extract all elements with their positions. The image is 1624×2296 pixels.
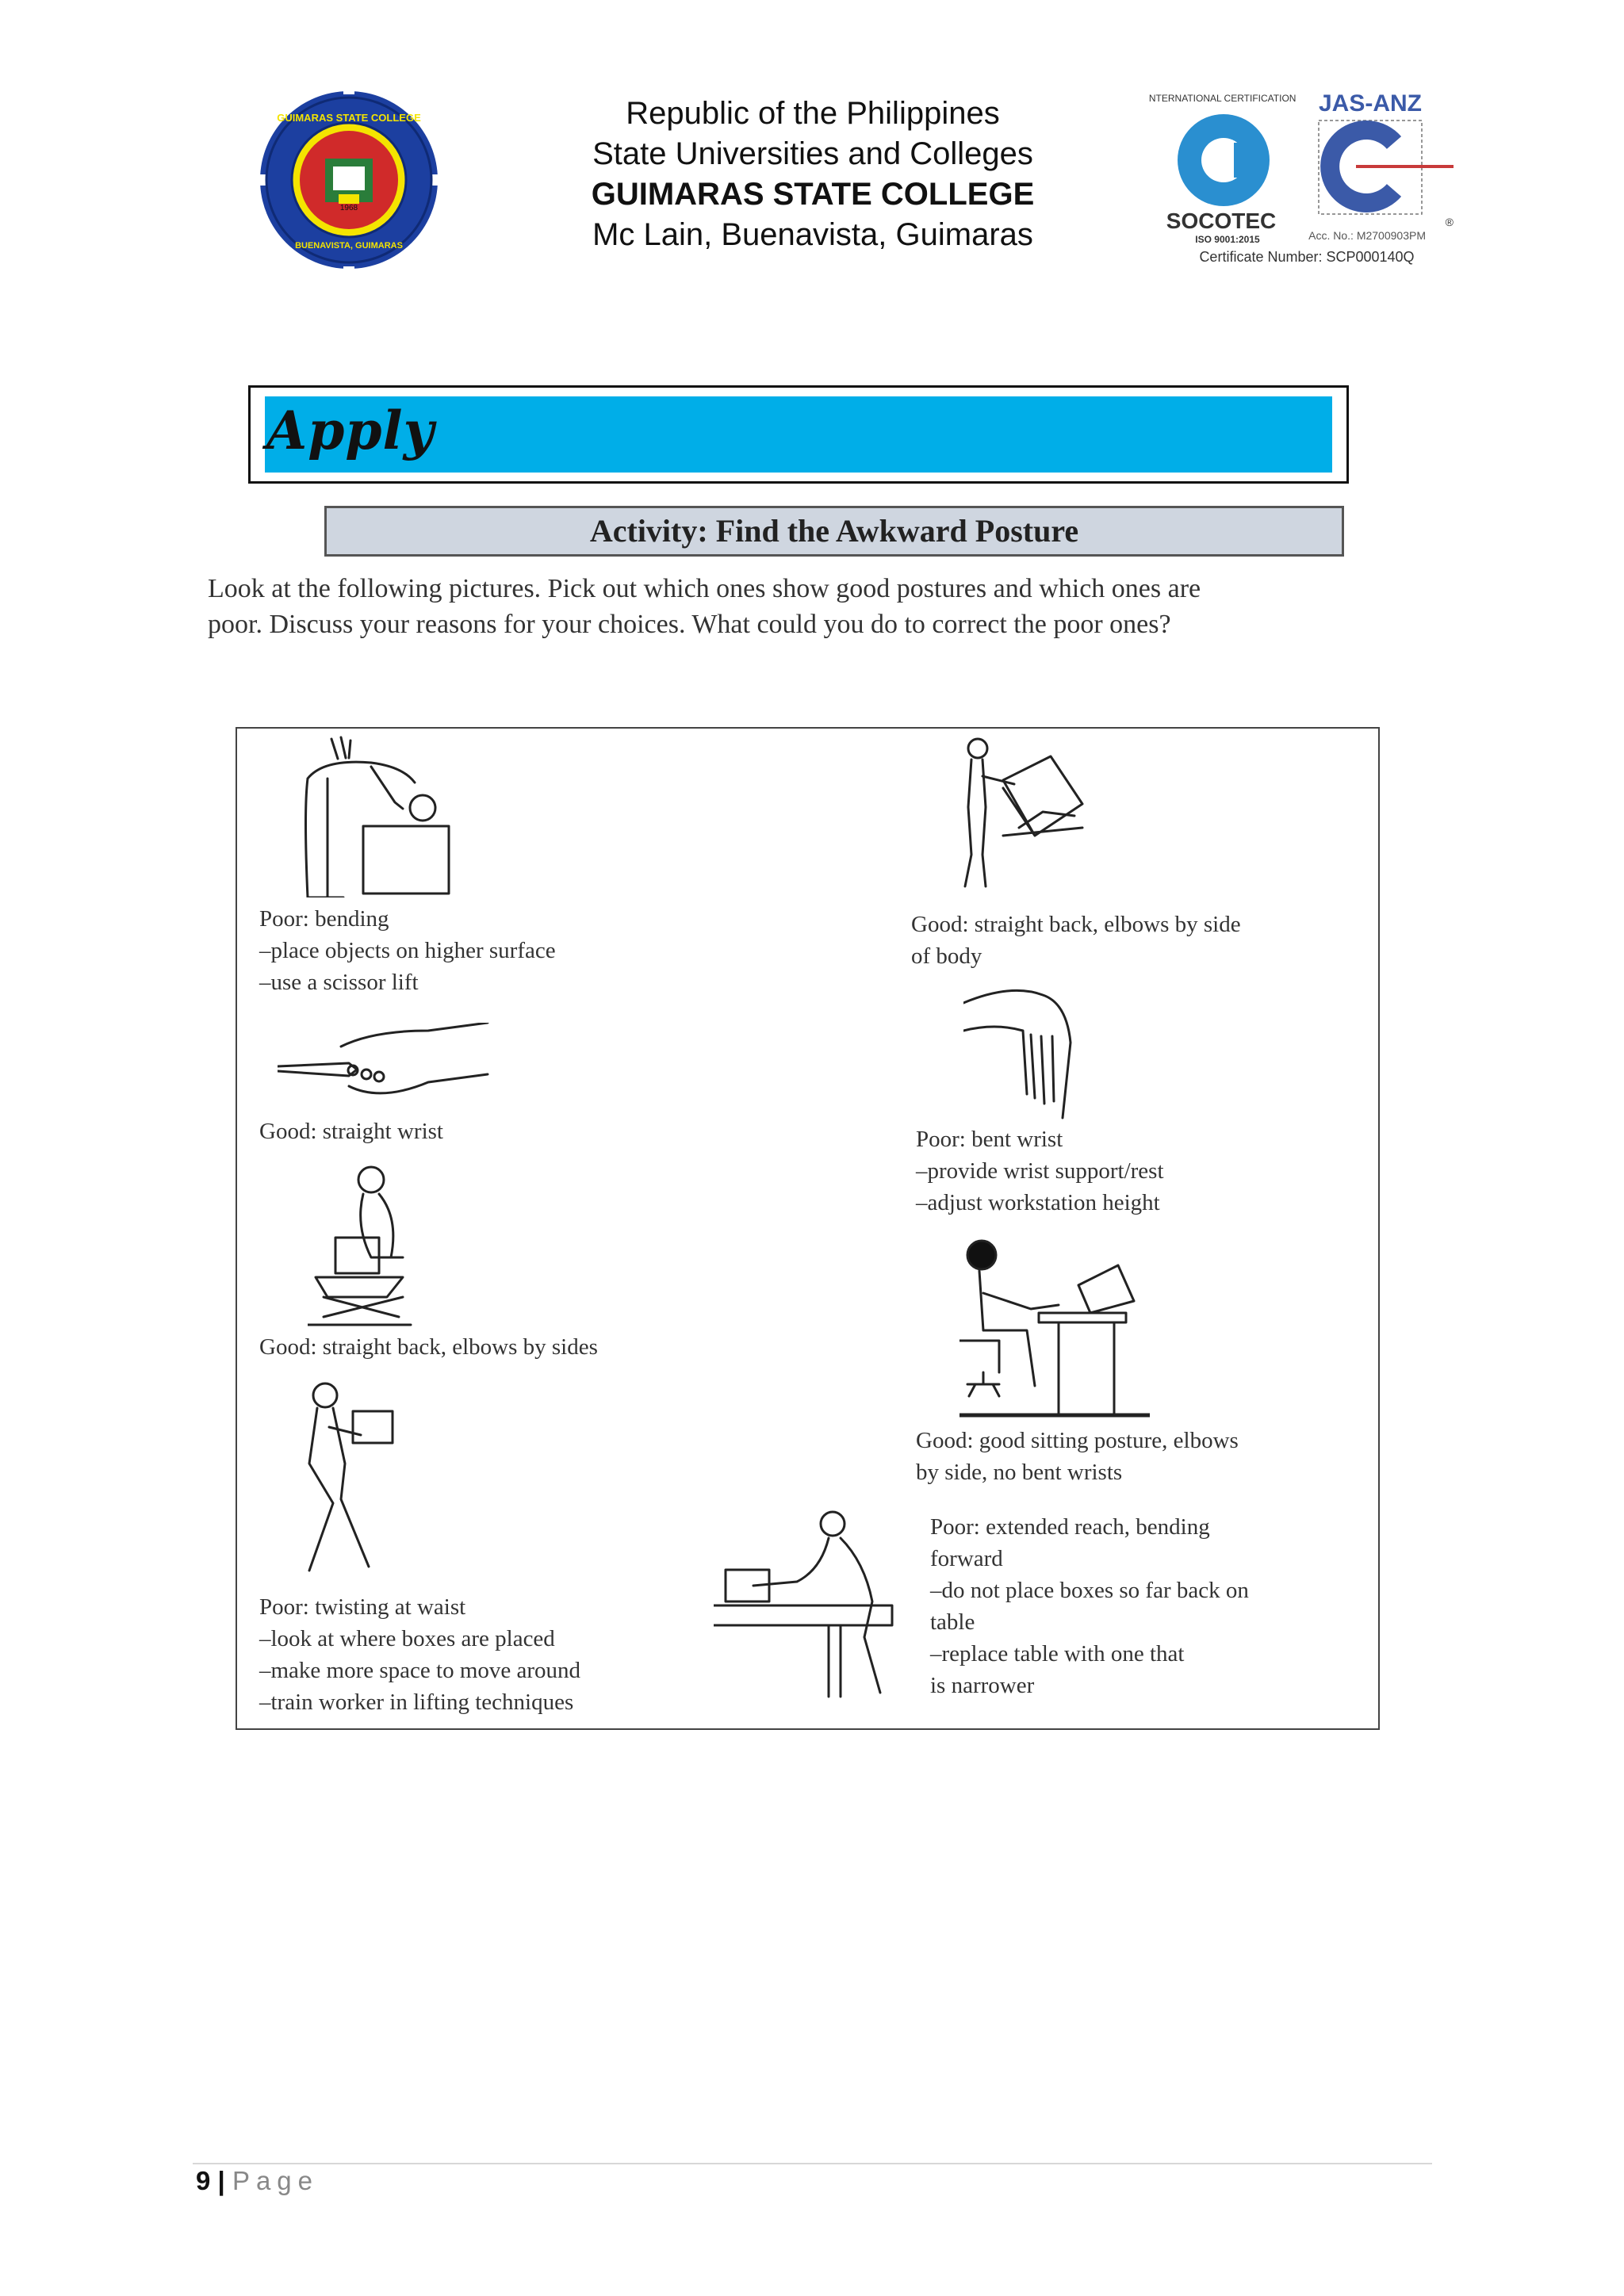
caption-straight-back-sides: Good: straight back, elbows by sides	[259, 1334, 598, 1360]
instructions-line-2: poor. Discuss your reasons for your choices. What could you do to correct the poor ones?	[208, 610, 1171, 639]
svg-text:Certificate Number: SCP000140Q: Certificate Number: SCP000140Q	[1199, 249, 1415, 265]
activity-instructions	[208, 571, 1397, 642]
svg-text:Acc. No.: M2700903PM: Acc. No.: M2700903PM	[1308, 229, 1426, 242]
header-address: Mc Lain, Buenavista, Guimaras	[592, 217, 1033, 252]
activity-title: Activity: Find the Awkward Posture	[324, 506, 1344, 557]
header-line-republic: Republic of the Philippines	[626, 96, 1000, 131]
straight-wrist-illustration	[278, 1023, 492, 1110]
instructions-line-1: Look at the following pictures. Pick out which ones show good postures and which ones are	[208, 574, 1201, 603]
svg-text:JAS-ANZ: JAS-ANZ	[1318, 90, 1423, 117]
twisting-worker-illustration	[285, 1380, 404, 1578]
seated-computer-illustration	[959, 1238, 1150, 1420]
svg-text:BUENAVISTA, GUIMARAS: BUENAVISTA, GUIMARAS	[295, 241, 403, 251]
caption-extended-reach: Poor: extended reach, bending forward –do not place boxes so far back on table –replace table with one that is narrower	[930, 1514, 1249, 1698]
caption-straight-wrist: Good: straight wrist	[259, 1119, 443, 1144]
certification-logos	[1148, 87, 1461, 277]
extended-reach-illustration	[714, 1506, 904, 1705]
page-label: Page	[232, 2166, 320, 2195]
institution-header	[555, 94, 1071, 255]
caption-bending: Poor: bending –place objects on higher surface –use a scissor lift	[259, 906, 556, 995]
caption-bent-wrist: Poor: bent wrist –provide wrist support/rest –adjust workstation height	[916, 1127, 1164, 1215]
college-seal-logo	[258, 83, 440, 277]
caption-twisting: Poor: twisting at waist –look at where boxes are placed –make more space to move around –train worker in lifting techniques	[259, 1594, 581, 1715]
lifting-box-illustration	[956, 733, 1090, 907]
header-line-suc: State Universities and Colleges	[592, 136, 1033, 171]
apply-heading: Apply	[266, 400, 435, 461]
page-footer	[196, 2166, 319, 2196]
caption-sitting: Good: good sitting posture, elbows by side, no bent wrists	[916, 1428, 1239, 1485]
footer-separator: |	[217, 2166, 225, 2195]
footer-divider	[193, 2163, 1432, 2164]
header-college-name: GUIMARAS STATE COLLEGE	[591, 177, 1035, 212]
bent-wrist-illustration	[963, 987, 1090, 1122]
svg-text:®: ®	[1445, 216, 1454, 228]
svg-text:1968: 1968	[339, 204, 358, 212]
svg-text:INTERNATIONAL CERTIFICATION: INTERNATIONAL CERTIFICATION	[1148, 93, 1297, 104]
standing-workstation-illustration	[308, 1162, 419, 1329]
svg-text:GUIMARAS STATE COLLEGE: GUIMARAS STATE COLLEGE	[277, 112, 421, 124]
page-number: 9	[196, 2166, 211, 2195]
caption-straight-back-body: Good: straight back, elbows by side of body	[911, 912, 1241, 969]
bending-worker-illustration	[292, 731, 466, 897]
svg-text:ISO 9001:2015: ISO 9001:2015	[1195, 234, 1260, 245]
svg-text:SOCOTEC: SOCOTEC	[1166, 209, 1277, 233]
